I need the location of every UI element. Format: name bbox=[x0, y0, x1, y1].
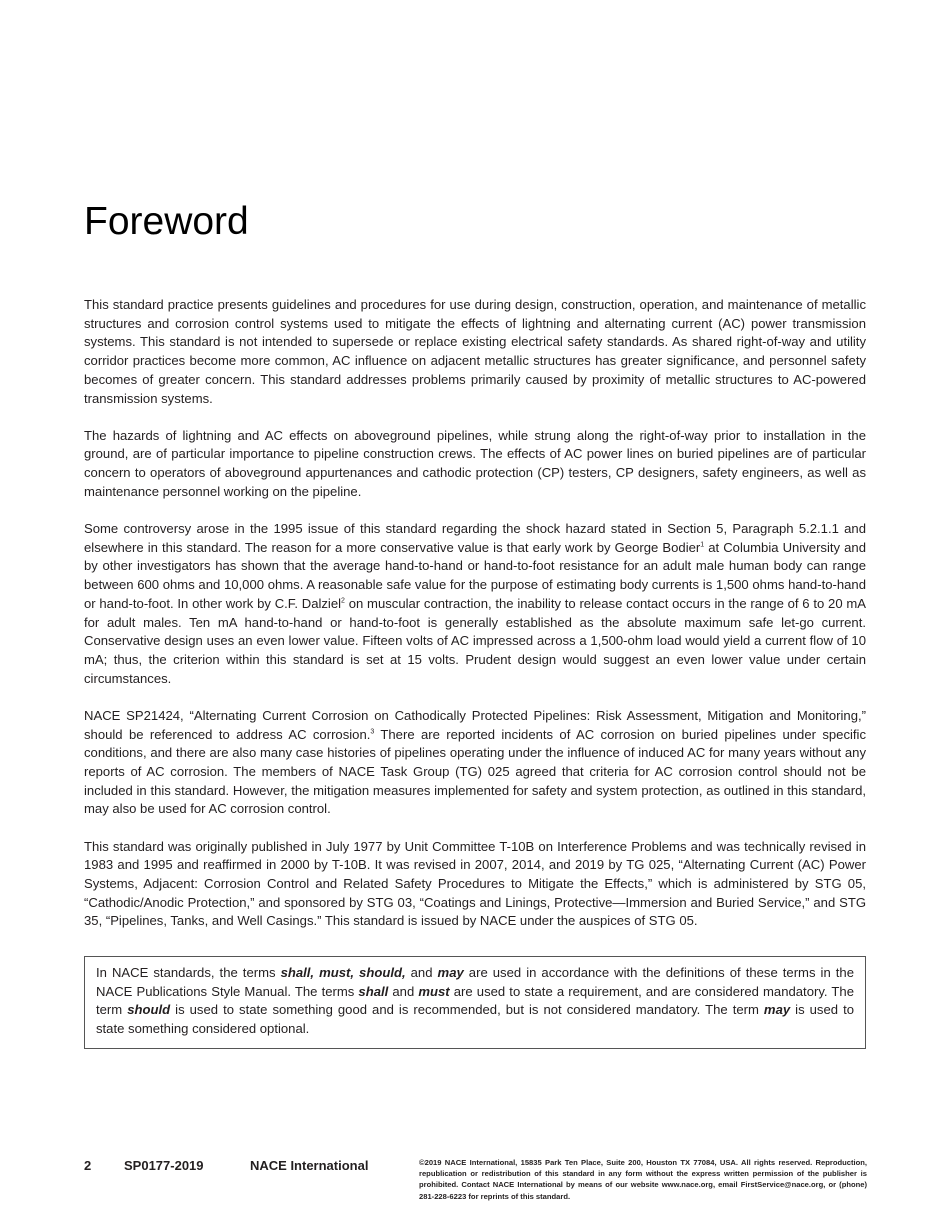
note-term: must bbox=[418, 983, 450, 999]
paragraph-history: This standard was originally published in July 1977 by Unit Committee T-10B on Interference Problems and was technically revised in 1983 and 1995 and reaffirmed in 2000 by T-10B. It was revised in 2007, 2014, and 2019 by TG 025, “Alternating Current (AC) Power Systems, Adjacent: Corrosion Control and Related Safety Procedures to Mitigate the Effects,” which is administered by STG 05, “Cathodic/Anodic Protection,” and sponsored by STG 03, “Coatings and Linings, Protective—Immersion and Buried Service,” and STG 35, “Pipelines, Tanks, and Well Casings.” This standard is issued by NACE under the auspices of STG 05. bbox=[84, 838, 866, 929]
text-segment: Some controversy arose in the 1995 issue of this standard regarding the shock hazard stated in Section 5, Paragraph 5.2.1.1 and elsewhere in this standard. The reason for a more conservative value is that early work by George Bodier bbox=[84, 521, 866, 555]
note-text: are used in accordance with the definitions of these terms in the NACE Publications Style Manual. The terms bbox=[96, 965, 854, 999]
paragraph-scope: This standard practice presents guidelines and procedures for use during design, construction, operation, and maintenance of metallic structures and corrosion control systems used to mitigate the effects of lightning and alternating current (AC) power transmission systems. This standard is not intended to supersede or replace existing electrical safety standards. As shared right-of-way and utility corridor practices become more common, AC influence on adjacent metallic structures has greater significance, and personnel safety becomes of greater concern. This standard addresses problems primarily caused by proximity of metallic structures to AC-powered transmission systems. bbox=[84, 297, 866, 406]
note-term: may bbox=[437, 965, 464, 980]
organization-name: NACE International bbox=[250, 1158, 369, 1173]
note-text: In NACE standards, the terms bbox=[96, 965, 281, 980]
footnote-ref-3: 3 bbox=[370, 728, 375, 736]
note-term: may bbox=[763, 1002, 791, 1018]
text-segment: at Columbia University and by other investigators has shown that the average hand-to-hand or hand-to-foot resistance for an adult male human body can range between 600 ohms and 10,000 ohms. A reasonable safe value for the purpose of estimating body currents is 1,500 ohms hand-to-hand or hand-to-foot. In other work by C.F. Dalziel bbox=[84, 539, 866, 611]
copyright-notice: ©2019 NACE International, 15835 Park Ten Place, Suite 200, Houston TX 77084, USA. All rights reserved. Reproduction, republication or redistribution of this standard in any form without the express written permission of the publisher is prohibited. Contact NACE International by means of our website www.nace.org, email FirstService@nace.org, or (phone) 281-228-6223 for reprints of this standard. bbox=[419, 1158, 867, 1201]
paragraph-ac-corrosion bbox=[84, 707, 866, 819]
page-footer bbox=[0, 1155, 950, 1205]
foreword-body bbox=[84, 296, 866, 950]
terms-note-box bbox=[84, 956, 866, 1049]
note-text: and bbox=[405, 965, 438, 980]
note-term: should bbox=[127, 1002, 171, 1018]
paragraph-hazards: The hazards of lightning and AC effects on aboveground pipelines, while strung along the right-of-way prior to installation in the ground, are of particular importance to pipeline construction crews. The effects of AC power lines on buried pipelines are of particular concern to operators of aboveground appurtenances and cathodic protection (CP) testers, CP designers, safety engineers, as well as maintenance personnel working on the pipeline. bbox=[84, 427, 866, 499]
note-text: are used to state a requirement, and are considered mandatory. The term bbox=[96, 983, 854, 1018]
footnote-ref-1: 1 bbox=[700, 541, 705, 549]
note-term: shall bbox=[358, 983, 389, 999]
note-term: shall, must, should, bbox=[280, 965, 406, 980]
note-text: and bbox=[388, 983, 419, 999]
page-title: Foreword bbox=[84, 200, 249, 243]
footnote-ref-2: 2 bbox=[341, 597, 345, 605]
document-id: SP0177-2019 bbox=[124, 1158, 204, 1173]
text-segment: NACE SP21424, “Alternating Current Corrosion on Cathodically Protected Pipelines: Risk Assessment, Mitigation and Monitoring,” should be referenced to address AC corrosion. bbox=[84, 707, 866, 742]
note-text: is used to state something considered optional. bbox=[96, 1002, 854, 1037]
text-segment: on muscular contraction, the inability to release contact occurs in the range of 6 to 20 mA for adult males. Ten mA hand-to-hand or hand-to-foot is generally established as the absolute maximum safe let-go current. Conservative design uses an even lower value. Fifteen volts of AC impressed across a 1,500-ohm load would yield a current flow of 10 mA; thus, the criterion within this standard is set at 15 volts. Prudent design would suggest an even lower value under certain circumstances. bbox=[84, 595, 867, 686]
text-segment: There are reported incidents of AC corrosion on buried pipelines under specific conditions, and there are also many case histories of pipelines operating under the influence of induced AC for many years without any reports of AC corrosion. The members of NACE Task Group (TG) 025 agreed that criteria for AC corrosion control should not be included in this standard. However, the mitigation measures implemented for safety and system protection, as outlined in this standard, may also be used for AC corrosion control. bbox=[84, 726, 866, 817]
note-text: is used to state something good and is recommended, but is not considered mandatory. The term bbox=[170, 1002, 764, 1018]
paragraph-shock-hazard bbox=[84, 520, 866, 688]
page-number: 2 bbox=[84, 1158, 92, 1173]
